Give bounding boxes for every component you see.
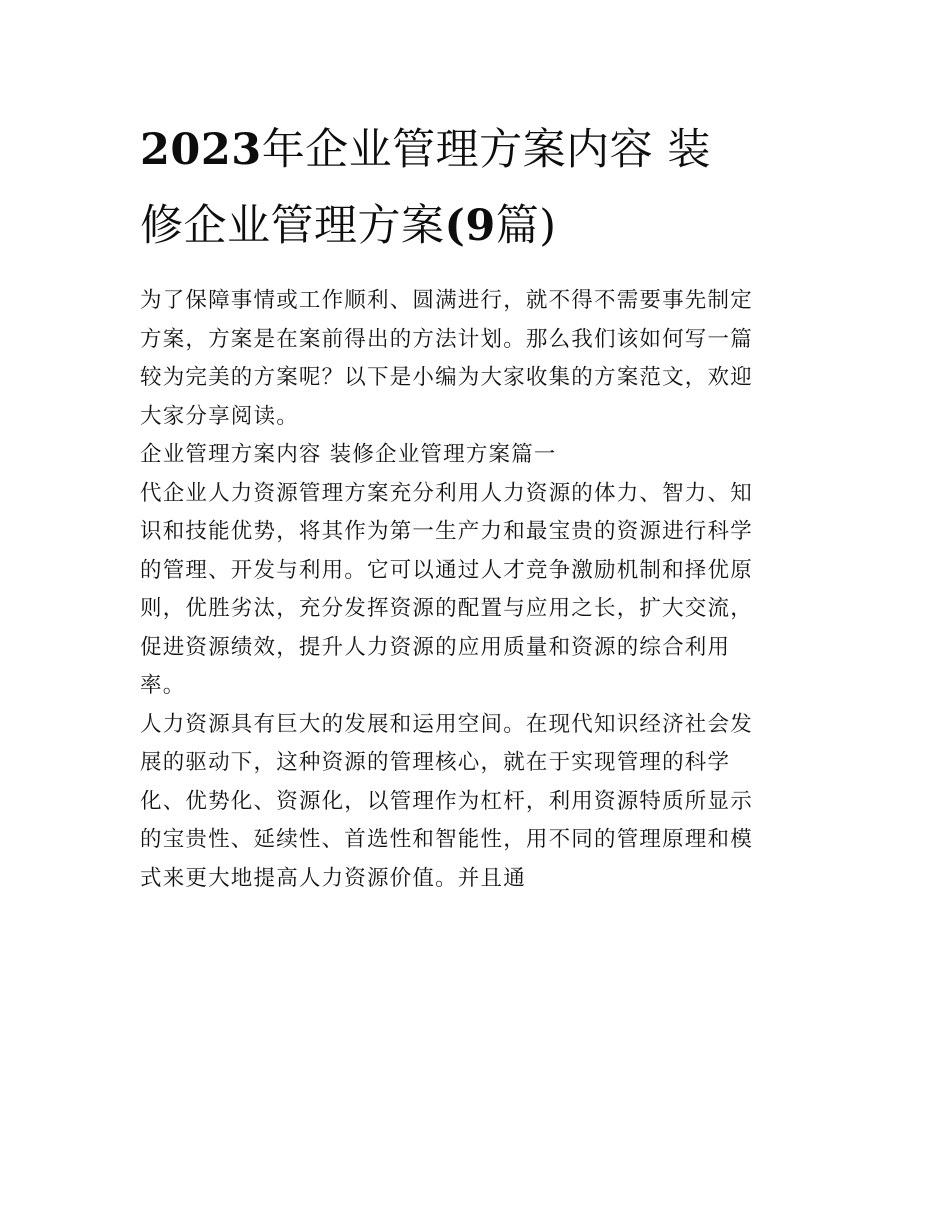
title-count: (9	[444, 201, 496, 251]
paragraph-line: 式来更大地提高人力资源价值。并且通	[140, 865, 526, 891]
title-line-2-text: 修企业管理方案	[140, 201, 445, 251]
intro-line: 方案，方案是在案前得出的方法计划。那么我们该如何写一篇	[140, 326, 753, 352]
paragraph-line: 人力资源具有巨大的发展和运用空间。在现代知识经济社会发	[140, 711, 753, 737]
title-line-1-text: 年企业管理方案内容 装	[261, 125, 711, 175]
paragraph-line: 的管理、开发与利用。它可以通过人才竞争激励机制和择优原	[140, 557, 753, 583]
paragraph-line: 识和技能优势，将其作为第一生产力和最宝贵的资源进行科学	[140, 519, 753, 544]
paragraph-line: 促进资源绩效，提升人力资源的应用质量和资源的综合利用	[140, 634, 731, 660]
paragraph-1	[140, 475, 820, 706]
paragraph-line: 的宝贵性、延续性、首选性和智能性，用不同的管理原理和模	[140, 827, 753, 852]
section-heading: 企业管理方案内容 装修企业管理方案篇一	[140, 442, 557, 467]
paragraph-line: 则，优胜劣汰，充分发挥资源的配置与应用之长，扩大交流，	[140, 596, 753, 621]
paragraph-line: 化、优势化、资源化，以管理作为杠杆，利用资源特质所显示	[140, 788, 753, 814]
paragraph-2	[140, 706, 820, 899]
paragraph-line: 率。	[140, 673, 186, 698]
document-body	[140, 282, 820, 898]
title-line-2-tail: 篇)	[495, 201, 557, 251]
intro-line: 大家分享阅读。	[140, 403, 299, 429]
paragraph-line: 展的驱动下，这种资源的管理核心，就在于实现管理的科学	[140, 750, 731, 775]
title-year: 2023	[140, 125, 262, 175]
document-title	[140, 112, 820, 264]
paragraph-line: 代企业人力资源管理方案充分利用人力资源的体力、智力、知	[140, 480, 753, 506]
document-page	[140, 112, 820, 898]
intro-line: 为了保障事情或工作顺利、圆满进行，就不得不需要事先制定	[140, 288, 753, 313]
intro-paragraph	[140, 282, 820, 436]
intro-line: 较为完美的方案呢？以下是小编为大家收集的方案范文，欢迎	[140, 365, 753, 390]
title-line-2	[140, 188, 820, 264]
title-line-1	[140, 112, 820, 188]
